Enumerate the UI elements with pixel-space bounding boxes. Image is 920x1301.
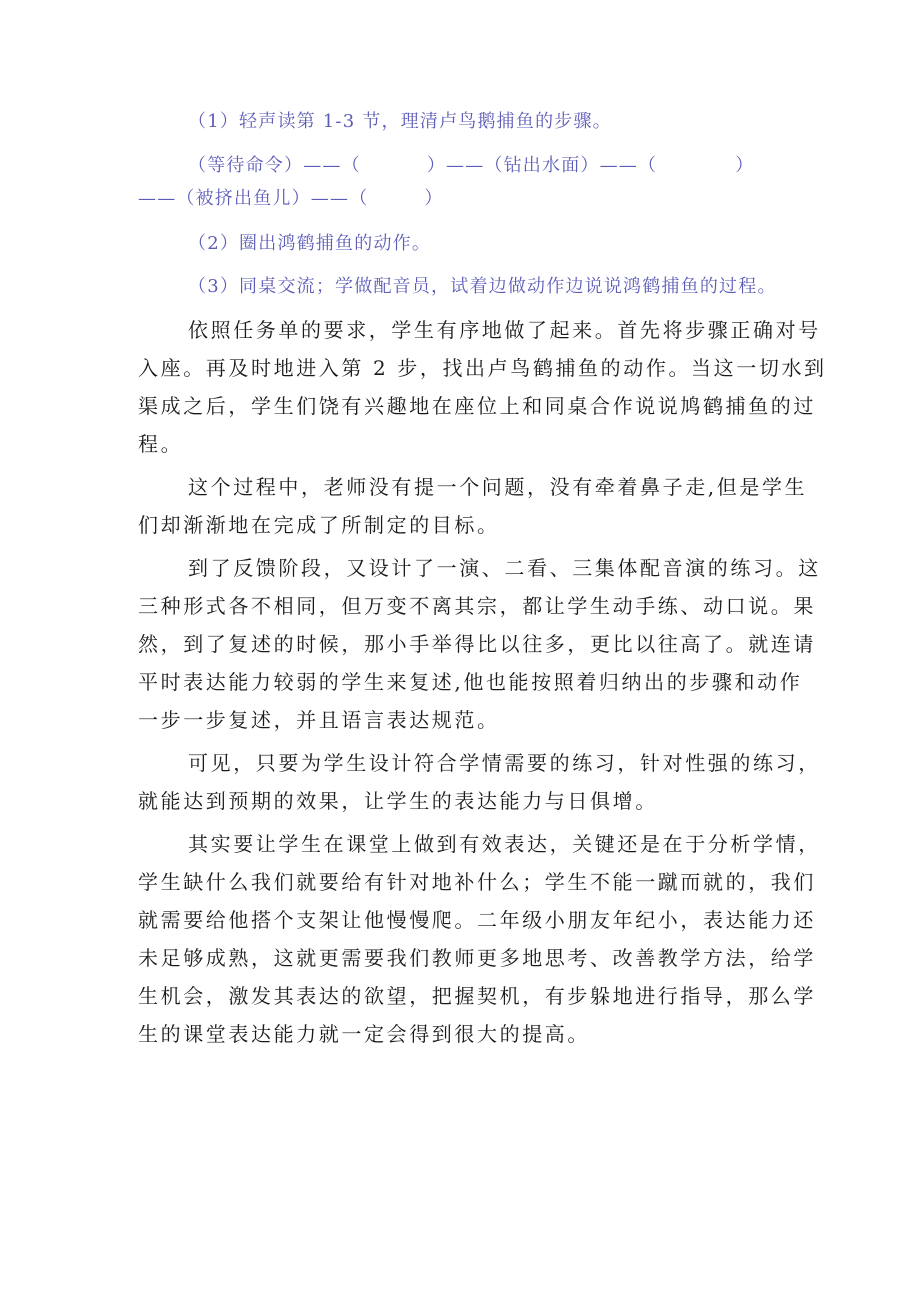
fill-in-line-2-part-b: ） — [424, 188, 444, 209]
paragraph-5-line-1: 其实要让学生在课堂上做到有效表达，关键还是在于分析学情， — [188, 832, 821, 856]
paragraph-4-line-2: 就能达到预期的效果，让学生的表达能力与日俱增。 — [138, 789, 658, 813]
task-item-2: （2）圈出鸿鹤捕鱼的动作。 — [188, 233, 432, 254]
paragraph-1-line-2: 入座。再及时地进入第 2 步，找出卢鸟鹤捕鱼的动作。当这一切水到 — [138, 356, 827, 380]
paragraph-5-line-4: 未足够成熟，这就更需要我们教师更多地思考、改善教学方法，给学 — [138, 946, 816, 970]
paragraph-5-line-6: 生的课堂表达能力就一定会得到很大的提高。 — [138, 1022, 590, 1046]
paragraph-1-line-1: 依照任务单的要求，学生有序地做了起来。首先将步骤正确对号 — [188, 318, 821, 342]
paragraph-3-line-1: 到了反馈阶段，又设计了一演、二看、三集体配音演的练习。这 — [188, 556, 821, 580]
paragraph-3-line-2: 三种形式各不相同，但万变不离其宗，都让学生动手练、动口说。果 — [138, 594, 816, 618]
paragraph-4-line-1: 可见，只要为学生设计符合学情需要的练习，针对性强的练习， — [188, 751, 821, 775]
paragraph-5-line-5: 生机会，激发其表达的欲望，把握契机，有步躲地进行指导，那么学 — [138, 984, 816, 1008]
paragraph-3-line-3: 然，到了复述的时候，那小手举得比以往多，更比以往高了。就连请 — [138, 632, 816, 656]
fill-in-line-2-part-a: ——（被挤出鱼儿）——（ — [138, 188, 369, 209]
paragraph-3-line-4: 平时表达能力较弱的学生来复述,他也能按照着归纳出的步骤和动作 — [138, 670, 803, 694]
task-item-1: （1）轻声读第 1-3 节，理清卢鸟鹅捕鱼的步骤。 — [188, 111, 612, 132]
paragraph-5-line-3: 就需要给他搭个支架让他慢慢爬。二年级小朋友年纪小，表达能力还 — [138, 908, 816, 932]
fill-in-line-2 — [138, 184, 444, 210]
paragraph-1-line-3: 渠成之后，学生们饶有兴趣地在座位上和同桌合作说说鸠鹤捕鱼的过 — [138, 394, 816, 418]
fill-in-line-1 — [188, 151, 754, 177]
fill-in-line-1-part-c: ） — [735, 155, 755, 176]
paragraph-3-line-5: 一步一步复述，并且语言表达规范。 — [138, 708, 500, 732]
fill-in-line-1-part-a: （等待命令）——（ — [188, 155, 361, 176]
paragraph-2-line-2: 们却渐渐地在完成了所制定的目标。 — [138, 513, 500, 537]
fill-in-line-1-part-b: ）——（钻出水面）——（ — [426, 155, 658, 176]
task-item-3: （3）同桌交流；学做配音员，试着边做动作边说说鸿鹤捕鱼的过程。 — [188, 276, 777, 297]
paragraph-2-line-1: 这个过程中，老师没有提一个问题，没有牵着鼻子走,但是学生 — [188, 475, 808, 499]
paragraph-5-line-2: 学生缺什么我们就要给有针对地补什么；学生不能一蹴而就的，我们 — [138, 870, 816, 894]
paragraph-1-line-4: 程。 — [138, 432, 184, 456]
